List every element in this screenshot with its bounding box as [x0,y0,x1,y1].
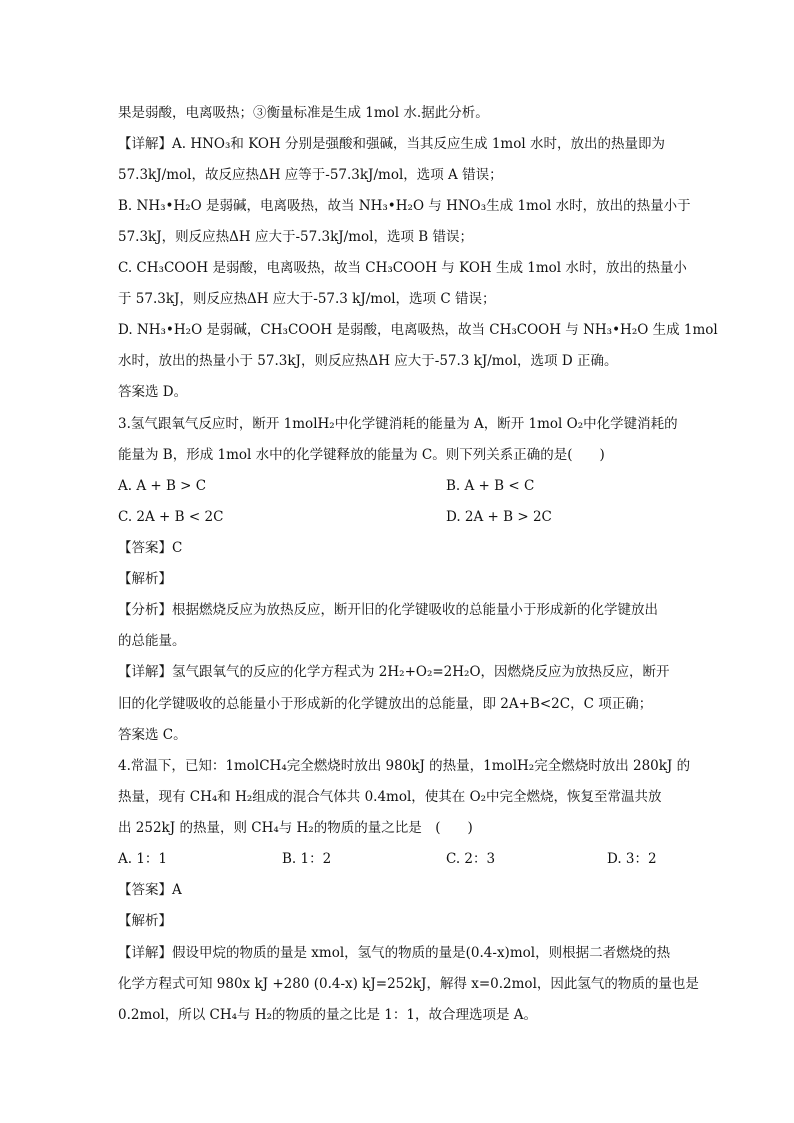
analysis-label: 【解析】 [118,571,172,587]
q3-option-a: A. A + B > C [118,478,207,494]
q4-option-c: C. 2：3 [446,851,496,867]
q3-option-b: B. A + B < C [446,478,535,494]
text-line: 旧的化学键吸收的总能量小于形成新的化学键放出的总能量，即 2A+B<2C，C 项正确； [118,696,653,712]
text-line: 的总能量。 [118,633,186,649]
text-line: 化学方程式可知 980x kJ +280 (0.4-x) kJ=252kJ，解得 x=0.2mol，因此氢气的物质的量也是 [118,976,699,992]
question-3-stem: 能量为 B，形成 1mol 水中的化学键释放的能量为 C。则下列关系正确的是( ) [118,447,605,463]
question-3-stem: 3.氢气跟氧气反应时，断开 1molH₂中化学键消耗的能量为 A，断开 1mol O₂中化学键消耗的 [118,416,678,432]
text-line: D. NH₃•H₂O 是弱碱，CH₃COOH 是弱酸，电离吸热，故当 CH₃COOH 与 NH₃•H₂O 生成 1mol [118,322,718,338]
text-line: B. NH₃•H₂O 是弱碱，电离吸热，故当 NH₃•H₂O 与 HNO₃生成 1mol 水时，放出的热量小于 [118,198,691,214]
q4-option-b: B. 1：2 [282,851,332,867]
text-line: 【详解】氢气跟氧气的反应的化学方程式为 2H₂+O₂=2H₂O，因燃烧反应为放热反应，断开 [118,664,670,680]
analysis-label: 【解析】 [118,913,172,929]
answer-label: 【答案】C [118,540,183,556]
text-line: 57.3kJ，则反应热ΔH 应大于-57.3kJ/mol，选项 B 错误； [118,229,473,245]
text-line: 答案选 D。 [118,384,188,400]
answer-label: 【答案】A [118,882,182,898]
text-line: C. CH₃COOH 是弱酸，电离吸热，故当 CH₃COOH 与 KOH 生成 1mol 水时，放出的热量小 [118,260,687,276]
q4-option-d: D. 3：2 [607,851,657,867]
text-line: 【分析】根据燃烧反应为放热反应，断开旧的化学键吸收的总能量小于形成新的化学键放出 [118,602,658,618]
text-line: 0.2mol，所以 CH₄与 H₂的物质的量之比是 1：1，故合理选项是 A。 [118,1007,538,1023]
text-line: 果是弱酸，电离吸热；③衡量标准是生成 1mol 水.据此分析。 [118,105,489,121]
text-line: 答案选 C。 [118,727,187,743]
question-4-stem: 热量，现有 CH₄和 H₂组成的混合气体共 0.4mol，使其在 O₂中完全燃烧，恢复至常温共放 [118,789,662,805]
text-line: 水时，放出的热量小于 57.3kJ，则反应热ΔH 应大于-57.3 kJ/mol，选项 D 正确。 [118,353,618,369]
text-line: 于 57.3kJ，则反应热ΔH 应大于-57.3 kJ/mol，选项 C 错误； [118,291,496,307]
q4-option-a: A. 1：1 [118,851,168,867]
text-line: 【详解】A. HNO₃和 KOH 分别是强酸和强碱，当其反应生成 1mol 水时，放出的热量即为 [118,136,665,152]
question-4-stem: 4.常温下，已知：1molCH₄完全燃烧时放出 980kJ 的热量，1molH₂完全燃烧时放出 280kJ 的 [118,758,691,774]
q3-option-c: C. 2A + B < 2C [118,509,224,525]
q3-option-d: D. 2A + B > 2C [446,509,552,525]
text-line: 【详解】假设甲烷的物质的量是 xmol，氢气的物质的量是(0.4-x)mol，则根据二者燃烧的热 [118,945,671,961]
text-line: 57.3kJ/mol，故反应热ΔH 应等于-57.3kJ/mol，选项 A 错误； [118,167,503,183]
question-4-stem: 出 252kJ 的热量，则 CH₄与 H₂的物质的量之比是 ( ) [118,820,473,836]
